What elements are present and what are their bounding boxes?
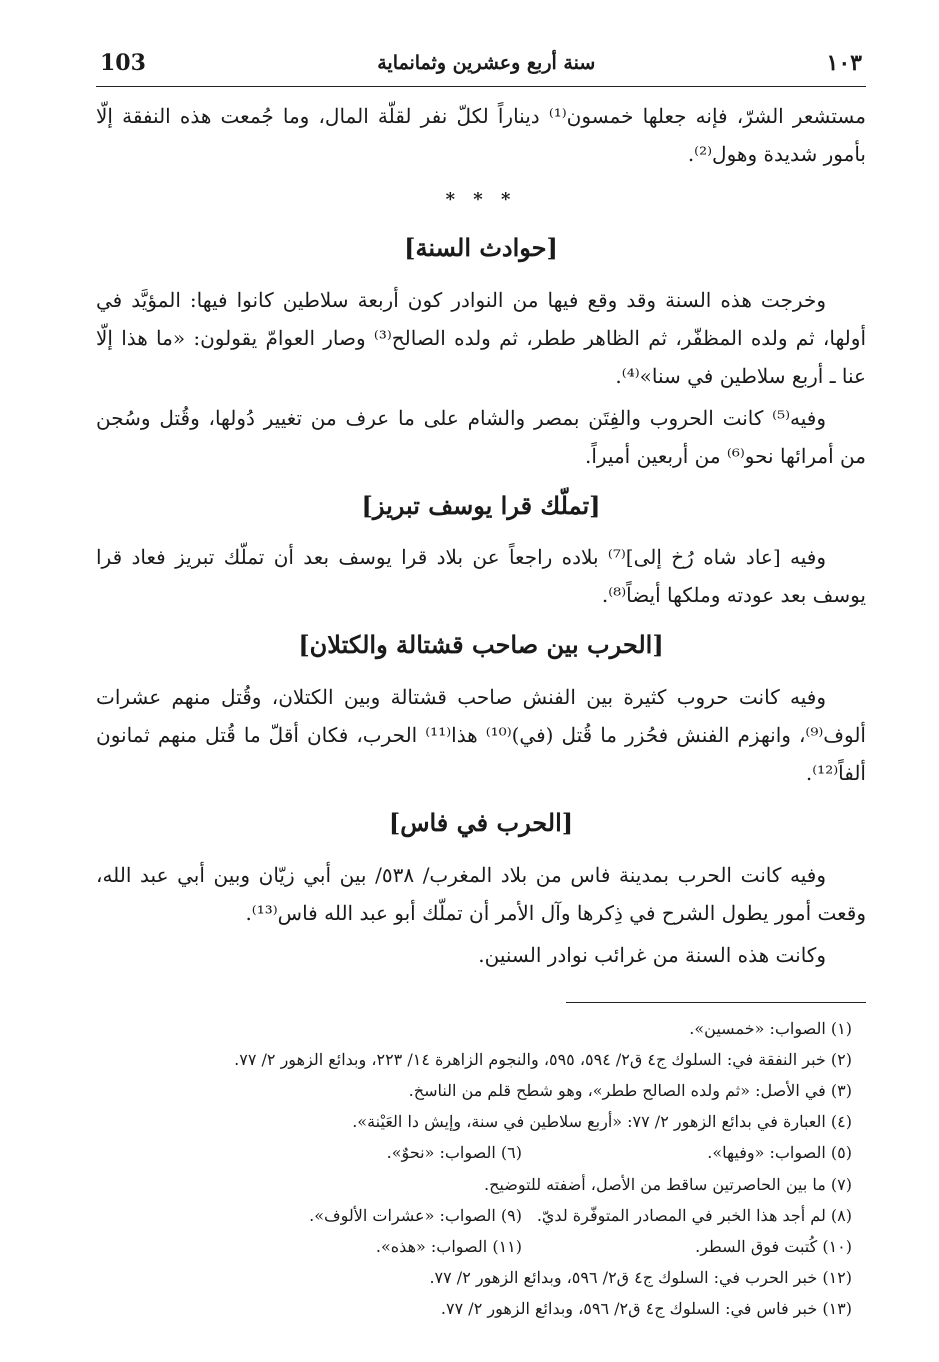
footnote-row bbox=[96, 1231, 852, 1262]
footnote: (٤) العبارة في بدائع الزهور ٢/ ٧٧: «أربع سلاطين في سنة، وإيش دا العَيْنة». bbox=[352, 1112, 852, 1132]
paragraph: وكانت هذه السنة من غرائب نوادر السنين. bbox=[478, 942, 826, 967]
footnote: (٣) في الأصل: «ثم ولده الصالح ططر»، وهو شطح قلم من الناسخ. bbox=[408, 1080, 852, 1100]
paragraph: وفيه [عاد شاه رُخ إلى]⁽⁷⁾ بلاده راجعاً عن بلاد قرا يوسف بعد أن تملّك تبريز فعاد قرا يوسف بعد عودته وملكها أيضاً⁽⁸⁾. bbox=[96, 545, 866, 608]
paragraph: وفيه كانت حروب كثيرة بين الفنش صاحب قشتالة وبين الكتلان، وقُتل منهم عشرات ألوف⁽⁹⁾، وانهزم الفنش فحُزر ما قُتل (في)⁽¹⁰⁾ هذا⁽¹¹⁾ الحرب، فكان أقلّ ما قُتل منهم ثمانون ألفاً⁽¹²⁾. bbox=[96, 684, 866, 785]
section-heading-fez-war: [الحرب في فاس] bbox=[388, 807, 574, 837]
footnote: (٢) خبر النفقة في: السلوك ج٤ ق٢/ ٥٩٤، ٥٩٥، والنجوم الزاهرة ١٤/ ٢٢٣، وبدائع الزهور ٢/ ٧٧. bbox=[234, 1049, 852, 1069]
section-heading-events: [حوادث السنة] bbox=[404, 233, 558, 263]
footnote: (٥) الصواب: «وفيها». bbox=[707, 1143, 852, 1163]
page-number-latin: 103 bbox=[100, 50, 146, 76]
continuation-paragraph: مستشعر الشرّ، فإنه جعلها خمسون⁽¹⁾ ديناراً لكلّ نفر لقلّة المال، وما جُمعت هذه النفقة إلّا بأمور شديدة وهول⁽²⁾. bbox=[96, 104, 866, 166]
book-page bbox=[96, 40, 866, 1324]
footnote-divider bbox=[566, 1002, 866, 1003]
footnote: (١) الصواب: «خمسين». bbox=[689, 1018, 852, 1038]
footnote-row bbox=[96, 1137, 852, 1168]
footnote: (٨) لم أجد هذا الخبر في المصادر المتوفّرة لديّ. bbox=[536, 1205, 852, 1225]
section-separator: * * * bbox=[445, 189, 517, 210]
footnote: (١٣) خبر فاس في: السلوك ج٤ ق٢/ ٥٩٦، وبدائع الزهور ٢/ ٧٧. bbox=[440, 1299, 852, 1319]
page-number-arabic: ١٠٣ bbox=[826, 50, 862, 76]
footnote: (١٠) كُتبت فوق السطر. bbox=[695, 1236, 852, 1256]
section-heading-castile-war: [الحرب بين صاحب قشتالة والكتلان] bbox=[298, 630, 664, 660]
footnote: (١١) الصواب: «هذه». bbox=[375, 1236, 522, 1256]
paragraph: وخرجت هذه السنة وقد وقع فيها من النوادر كون أربعة سلاطين كانوا فيها: المؤيَّد في أولها، ثم ولده المظفّر، ثم الظاهر ططر، ثم ولده الصالح⁽³⁾ وصار العوامّ يقولون: «ما هذا إلّا عنا ـ أربع سلاطين في سنا»⁽⁴⁾. bbox=[96, 287, 866, 388]
footnote: (١٢) خبر الحرب في: السلوك ج٤ ق٢/ ٥٩٦، وبدائع الزهور ٢/ ٧٧. bbox=[429, 1268, 852, 1288]
footnotes bbox=[96, 1013, 866, 1325]
footnote: (٧) ما بين الحاصرتين ساقط من الأصل، أضفته للتوضيح. bbox=[483, 1174, 852, 1194]
main-text bbox=[96, 97, 866, 974]
running-header bbox=[96, 40, 866, 87]
running-title: سنة أربع وعشرين وثمانماية bbox=[377, 52, 596, 74]
paragraph: وفيه كانت الحرب بمدينة فاس من بلاد المغرب/ ٥٣٨/ بين أبي زيّان وبين أبي عبد الله، وقعت أمور يطول الشرح في ذِكرها وآل الأمر أن تملّك أبو عبد الله فاس⁽¹³⁾. bbox=[96, 862, 866, 925]
section-heading-tabriz: [تملّك قرا يوسف تبريز] bbox=[361, 490, 601, 520]
footnote-row bbox=[96, 1200, 852, 1231]
footnote: (٦) الصواب: «نحوٌ». bbox=[386, 1143, 522, 1163]
paragraph: وفيه⁽⁵⁾ كانت الحروب والفِتَن بمصر والشام على ما عرف من تغيير دُولها، وقُتل وسُجن من أمرائها نحو⁽⁶⁾ من أربعين أميراً. bbox=[96, 405, 866, 468]
footnote: (٩) الصواب: «عشرات الألوف». bbox=[309, 1205, 522, 1225]
